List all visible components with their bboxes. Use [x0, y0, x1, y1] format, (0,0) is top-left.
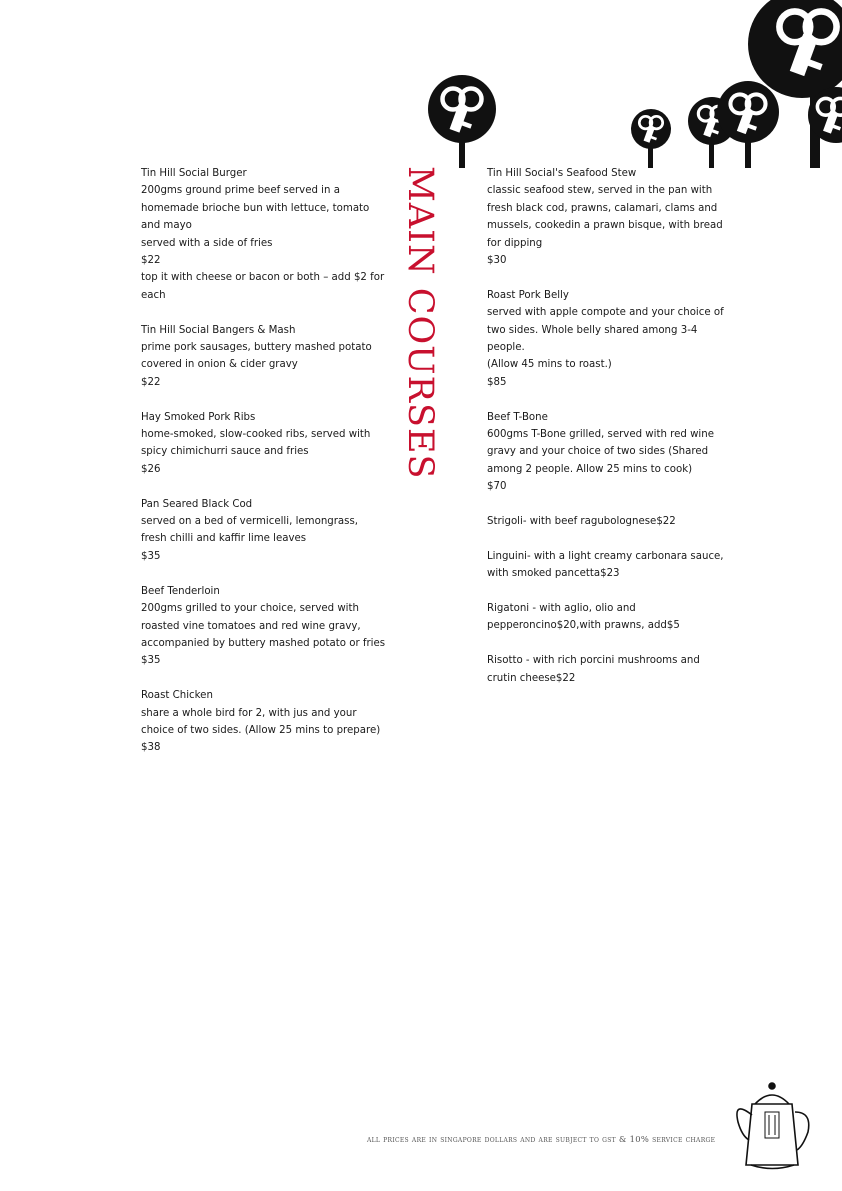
menu-column-left — [141, 165, 386, 774]
dish-price: $35 — [141, 655, 161, 667]
price-disclaimer: all prices are in singapore dollars and are subject to gst & 10% service charge — [367, 1134, 716, 1144]
dish-price: $70 — [487, 481, 507, 493]
dish-description: accompanied by buttery mashed potato or fries — [141, 637, 386, 649]
dish-description: served with a side of fries — [141, 237, 273, 249]
menu-item — [487, 165, 727, 269]
menu-item — [487, 600, 727, 635]
dish-price: $22 — [141, 255, 161, 267]
key-tree-icon — [717, 81, 779, 168]
menu-item — [487, 287, 727, 391]
dish-price: $22 — [141, 376, 161, 388]
key-tree-icon — [748, 0, 842, 168]
menu-item — [487, 513, 727, 530]
dish-name: Tin Hill Social Bangers & Mash — [141, 324, 296, 336]
dish-description: Linguini- with a light creamy carbonara sauce, with smoked pancetta$23 — [487, 550, 724, 580]
menu-item — [141, 322, 386, 392]
dish-name: Hay Smoked Pork Ribs — [141, 411, 256, 423]
dish-description: served on a bed of vermicelli, lemongrass, fresh chilli and kaffir lime leaves — [141, 516, 359, 545]
dish-description: home-smoked, slow-cooked ribs, served with spicy chimichurri sauce and fries — [141, 429, 371, 458]
dish-description: Strigoli- with beef ragubolognese$22 — [487, 516, 676, 528]
key-tree-icon — [428, 75, 496, 168]
dish-extra: top it with cheese or bacon or both – add $2 for each — [141, 272, 385, 301]
teapot-logo-icon — [737, 1083, 809, 1169]
dish-price: $35 — [141, 550, 161, 562]
dish-description: served with apple compote and your choice of two sides. Whole belly shared among 3-4 people. — [487, 307, 724, 354]
dish-description: share a whole bird for 2, with jus and your choice of two sides. (Allow 25 mins to prepare) — [141, 707, 381, 736]
dish-description: prime pork sausages, buttery mashed potato covered in onion & cider gravy — [141, 342, 372, 371]
dish-description: 200gms grilled to your choice, served with roasted vine tomatoes and red wine gravy, — [141, 603, 361, 632]
menu-item — [141, 496, 386, 566]
menu-item — [141, 409, 386, 479]
menu-item — [487, 409, 727, 496]
dish-description: Risotto - with rich porcini mushrooms and crutin cheese$22 — [487, 655, 700, 684]
menu-item — [141, 687, 386, 757]
menu-item — [487, 548, 727, 583]
dish-name: Roast Pork Belly — [487, 289, 569, 301]
dish-name: Tin Hill Social's Seafood Stew — [487, 168, 637, 179]
dish-description: (Allow 45 mins to roast.) — [487, 359, 612, 371]
menu-item — [141, 583, 386, 670]
dish-description: 200gms ground prime beef served in a homemade brioche bun with lettuce, tomato and mayo — [141, 185, 370, 232]
dish-price: $30 — [487, 255, 507, 267]
dish-description: Rigatoni - with aglio, olio and pepperoncino$20,with prawns, add$5 — [487, 603, 680, 632]
dish-price: $38 — [141, 742, 161, 754]
dish-name: Roast Chicken — [141, 690, 213, 702]
dish-name: Pan Seared Black Cod — [141, 498, 253, 510]
key-tree-icon — [631, 109, 671, 168]
dish-name: Beef Tenderloin — [141, 585, 220, 597]
dish-description: classic seafood stew, served in the pan with fresh black cod, prawns, calamari, clams and mussels, cookedin a prawn bisque, with bread for dipping — [487, 185, 723, 249]
dish-price: $85 — [487, 376, 507, 388]
menu-item — [141, 165, 386, 304]
page-title: MAIN COURSES — [400, 166, 440, 480]
dish-description: 600gms T-Bone grilled, served with red wine gravy and your choice of two sides (Shared among 2 people. Allow 25 mins to cook) — [487, 429, 714, 475]
menu-item — [487, 652, 727, 687]
menu-column-right — [487, 165, 727, 704]
dish-price: $26 — [141, 463, 161, 475]
dish-name: Beef T-Bone — [487, 411, 548, 423]
dish-name: Tin Hill Social Burger — [141, 168, 247, 179]
